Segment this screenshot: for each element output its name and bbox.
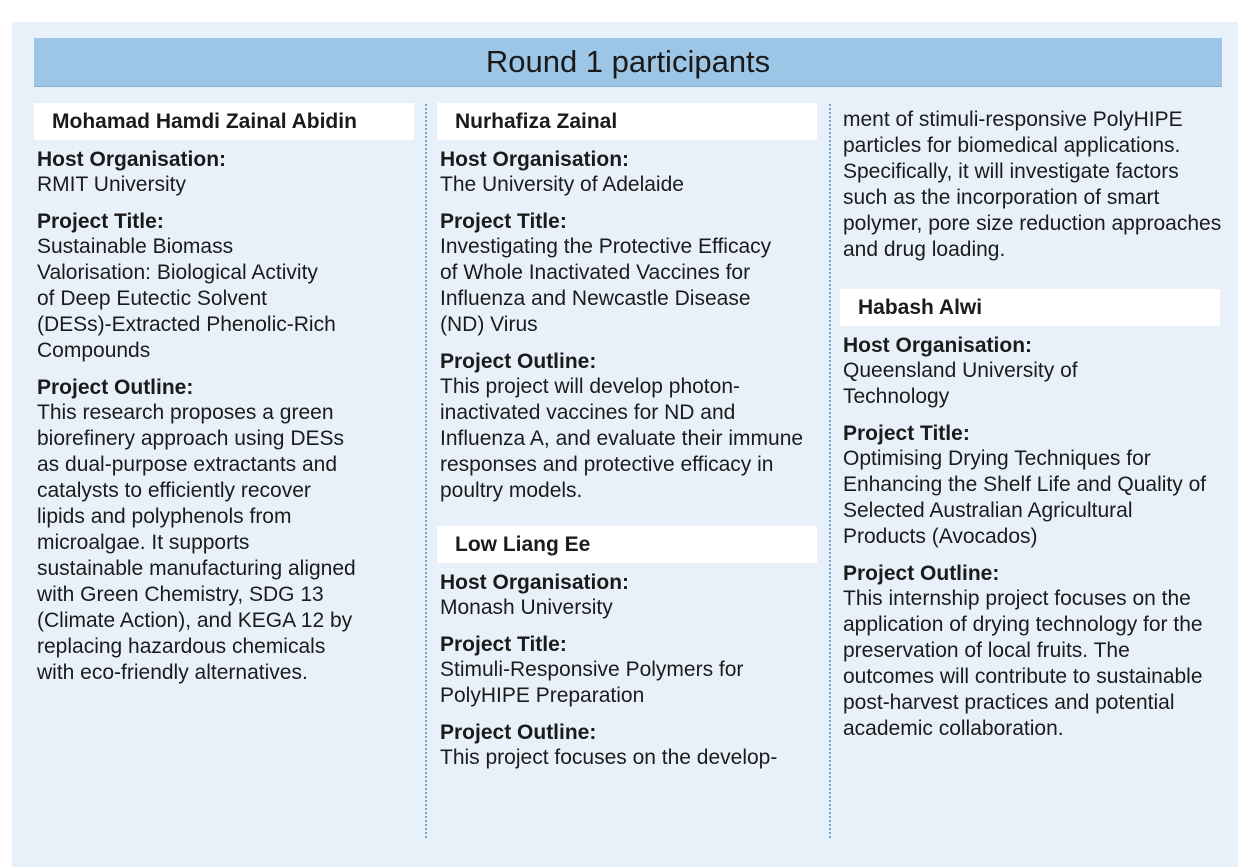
title-label: Project Title: [440, 210, 567, 233]
title-value: Investigating the Protective Efficacy of Whole Inactivated Vaccines for Influenza and Newcastle Disease (ND) Virus [440, 235, 772, 336]
outline-label: Project Outline: [843, 562, 1000, 585]
participant-name: Mohamad Hamdi Zainal Abidin [34, 103, 414, 140]
host-label: Host Organisation: [440, 148, 630, 171]
outline-label: Project Outline: [440, 721, 597, 744]
column-divider [425, 104, 427, 838]
section-title: Round 1 participants [34, 38, 1222, 87]
host-value: Monash University [440, 596, 613, 619]
title-value: Stimuli-Responsive Polymers for PolyHIPE Preparation [440, 658, 744, 707]
participant-name: Habash Alwi [840, 289, 1220, 326]
title-label: Project Title: [440, 633, 567, 656]
host-label: Host Organisation: [843, 334, 1033, 357]
host-label: Host Organisation: [37, 148, 227, 171]
host-label: Host Organisation: [440, 571, 630, 594]
participant-card [34, 103, 414, 686]
host-value: Queensland University of Technology [843, 359, 1078, 408]
title-label: Project Title: [843, 422, 970, 445]
column-2 [437, 103, 817, 783]
participant-name: Low Liang Ee [437, 526, 817, 563]
column-1 [34, 103, 414, 698]
participant-card [437, 526, 817, 771]
column-3 [840, 103, 1220, 754]
outline-label: Project Outline: [440, 350, 597, 373]
participant-card [840, 289, 1220, 742]
title-value: Sustainable Biomass Valorisation: Biological Activity of Deep Eutectic Solvent (DESs)-Extracted Phenolic-Rich Compounds [37, 235, 336, 362]
participant-name: Nurhafiza Zainal [437, 103, 817, 140]
outline-value: This internship project focuses on the application of drying technology for the preservation of local fruits. The outcomes will contribute to sustainable post-harvest practices and potential academic collaboration. [843, 587, 1203, 740]
column-divider [829, 104, 831, 838]
participant-card [437, 103, 817, 504]
outline-value: This project will develop photon-inactivated vaccines for ND and Influenza A, and evaluate their immune responses and protective efficacy in poultry models. [440, 375, 804, 502]
title-label: Project Title: [37, 210, 164, 233]
title-value: Optimising Drying Techniques for Enhancing the Shelf Life and Quality of Selected Australian Agricultural Products (Avocados) [843, 447, 1207, 548]
host-value: RMIT University [37, 173, 186, 196]
outline-continuation: ment of stimuli-responsive PolyHIPE particles for biomedical applications. Specifically, it will investigate factors such as the incorporation of smart polymer, pore size reduction approaches and drug loading. [843, 108, 1222, 261]
outline-label: Project Outline: [37, 376, 194, 399]
host-value: The University of Adelaide [440, 173, 684, 196]
outline-value: This research proposes a green biorefinery approach using DESs as dual-purpose extractants and catalysts to efficiently recover lipids and polyphenols from microalgae. It supports sustainable manufacturing aligned with Green Chemistry, SDG 13 (Climate Action), and KEGA 12 by replacing hazardous chemicals with eco-friendly alternatives. [37, 401, 356, 684]
outline-value: This project focuses on the develop- [440, 746, 778, 769]
